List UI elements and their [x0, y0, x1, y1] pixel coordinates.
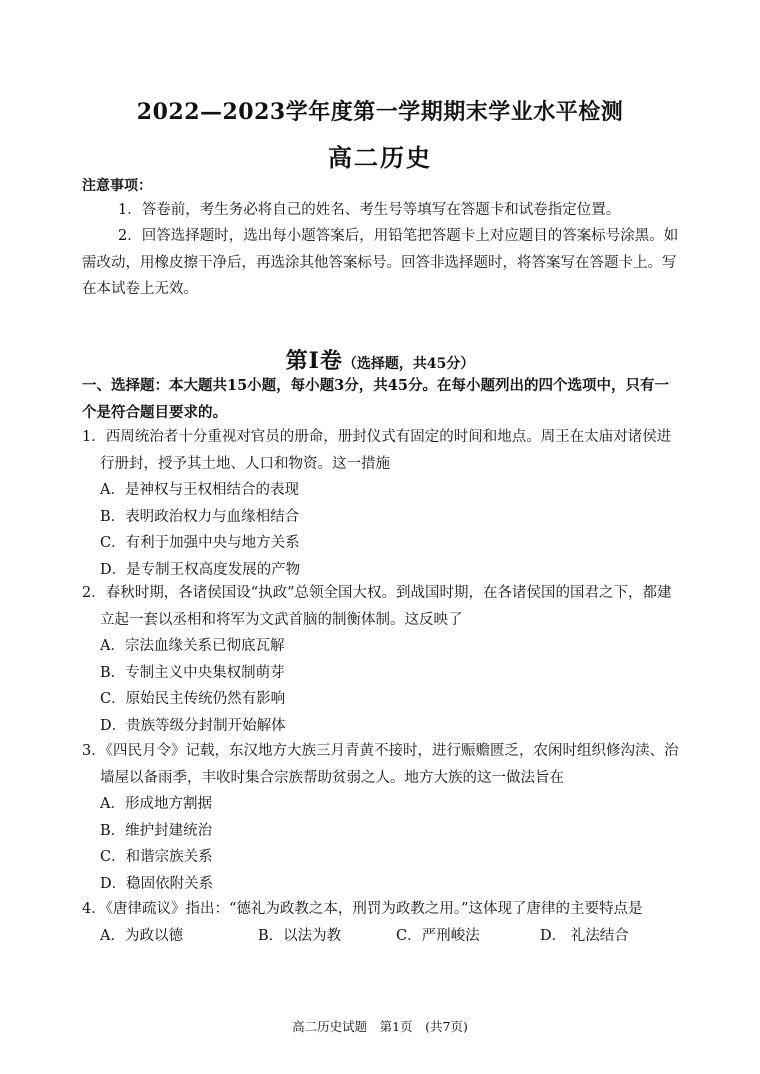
question-stem: 3．《四民月令》记载，东汉地方大族三月青黄不接时，进行赈赡匮乏，农闲时组织修沟渎、治墙屋以备雨季，丰收时集合宗族帮助贫弱之人。地方大族的这一做法旨在	[82, 743, 679, 786]
option-a: A．宗法血缘关系已彻底瓦解	[100, 638, 285, 654]
question-2	[82, 580, 682, 739]
option-d: D．贵族等级分封制开始解体	[100, 717, 286, 734]
notice-heading: 注意事项：	[82, 178, 152, 194]
question-stem: 4．《唐律疏议》指出：“德礼为政教之本，刑罚为政教之用。”这体现了唐律的主要特点是	[82, 901, 643, 917]
question-1	[82, 424, 682, 583]
subject-title: 高二历史	[328, 143, 432, 172]
option-b: B．专制主义中央集权制萌芽	[100, 664, 285, 681]
options-row	[82, 923, 682, 950]
section-note: （选择题，共45分）	[342, 356, 475, 372]
option-d: D． 礼法结合	[540, 927, 629, 944]
option-c: C．有利于加强中央与地方关系	[100, 535, 300, 551]
option-c: C．原始民主传统仍然有影响	[100, 691, 286, 707]
question-stem: 2．春秋时期，各诸侯国设“执政”总领全国大权。到战国时期，在各诸侯国的国君之下，都建立起一套以丞相和将军为文武首脑的制衡体制。这反映了	[82, 585, 672, 628]
exam-title: 2022—2023学年度第一学期期末学业水平检测	[136, 99, 624, 125]
question-stem: 1．西周统治者十分重视对官员的册命，册封仪式有固定的时间和地点。周王在太庙对诸侯进行册封，授予其土地、人口和物资。这一措施	[82, 429, 672, 472]
section-title	[0, 344, 760, 375]
section-name: 第Ⅰ卷	[285, 348, 343, 374]
question-4	[82, 896, 682, 949]
option-c: C．和谐宗族关系	[100, 849, 213, 865]
notice-item-2: 2．回答选择题时，选出每小题答案后，用铅笔把答题卡上对应题目的答案标号涂黑。如需改动，用橡皮擦干净后，再选涂其他答案标号。回答非选择题时，将答案写在答题卡上。写在本试卷上无效。	[82, 228, 679, 297]
question-3	[82, 738, 682, 897]
section-instruction: 一、选择题：本大题共15小题，每小题3分，共45分。在每小题列出的四个选项中，只有一个是符合题目要求的。	[82, 377, 669, 421]
option-a: A．形成地方割据	[100, 796, 212, 812]
page-footer: 高二历史试题 第1页 (共7页)	[292, 1019, 468, 1034]
option-b: B．以法为教	[258, 927, 342, 944]
notice-item-1: 1．答卷前，考生务必将自己的姓名、考生号等填写在答题卡和试卷指定位置。	[118, 202, 621, 218]
option-d: D．是专制王权高度发展的产物	[100, 561, 301, 578]
option-c: C．严刑峻法	[396, 927, 480, 944]
option-b: B．维护封建统治	[100, 822, 213, 839]
option-b: B．表明政治权力与血缘相结合	[100, 508, 300, 525]
option-a: A．为政以德	[100, 927, 183, 944]
option-a: A．是神权与王权相结合的表现	[100, 482, 299, 498]
option-d: D．稳固依附关系	[100, 875, 214, 892]
